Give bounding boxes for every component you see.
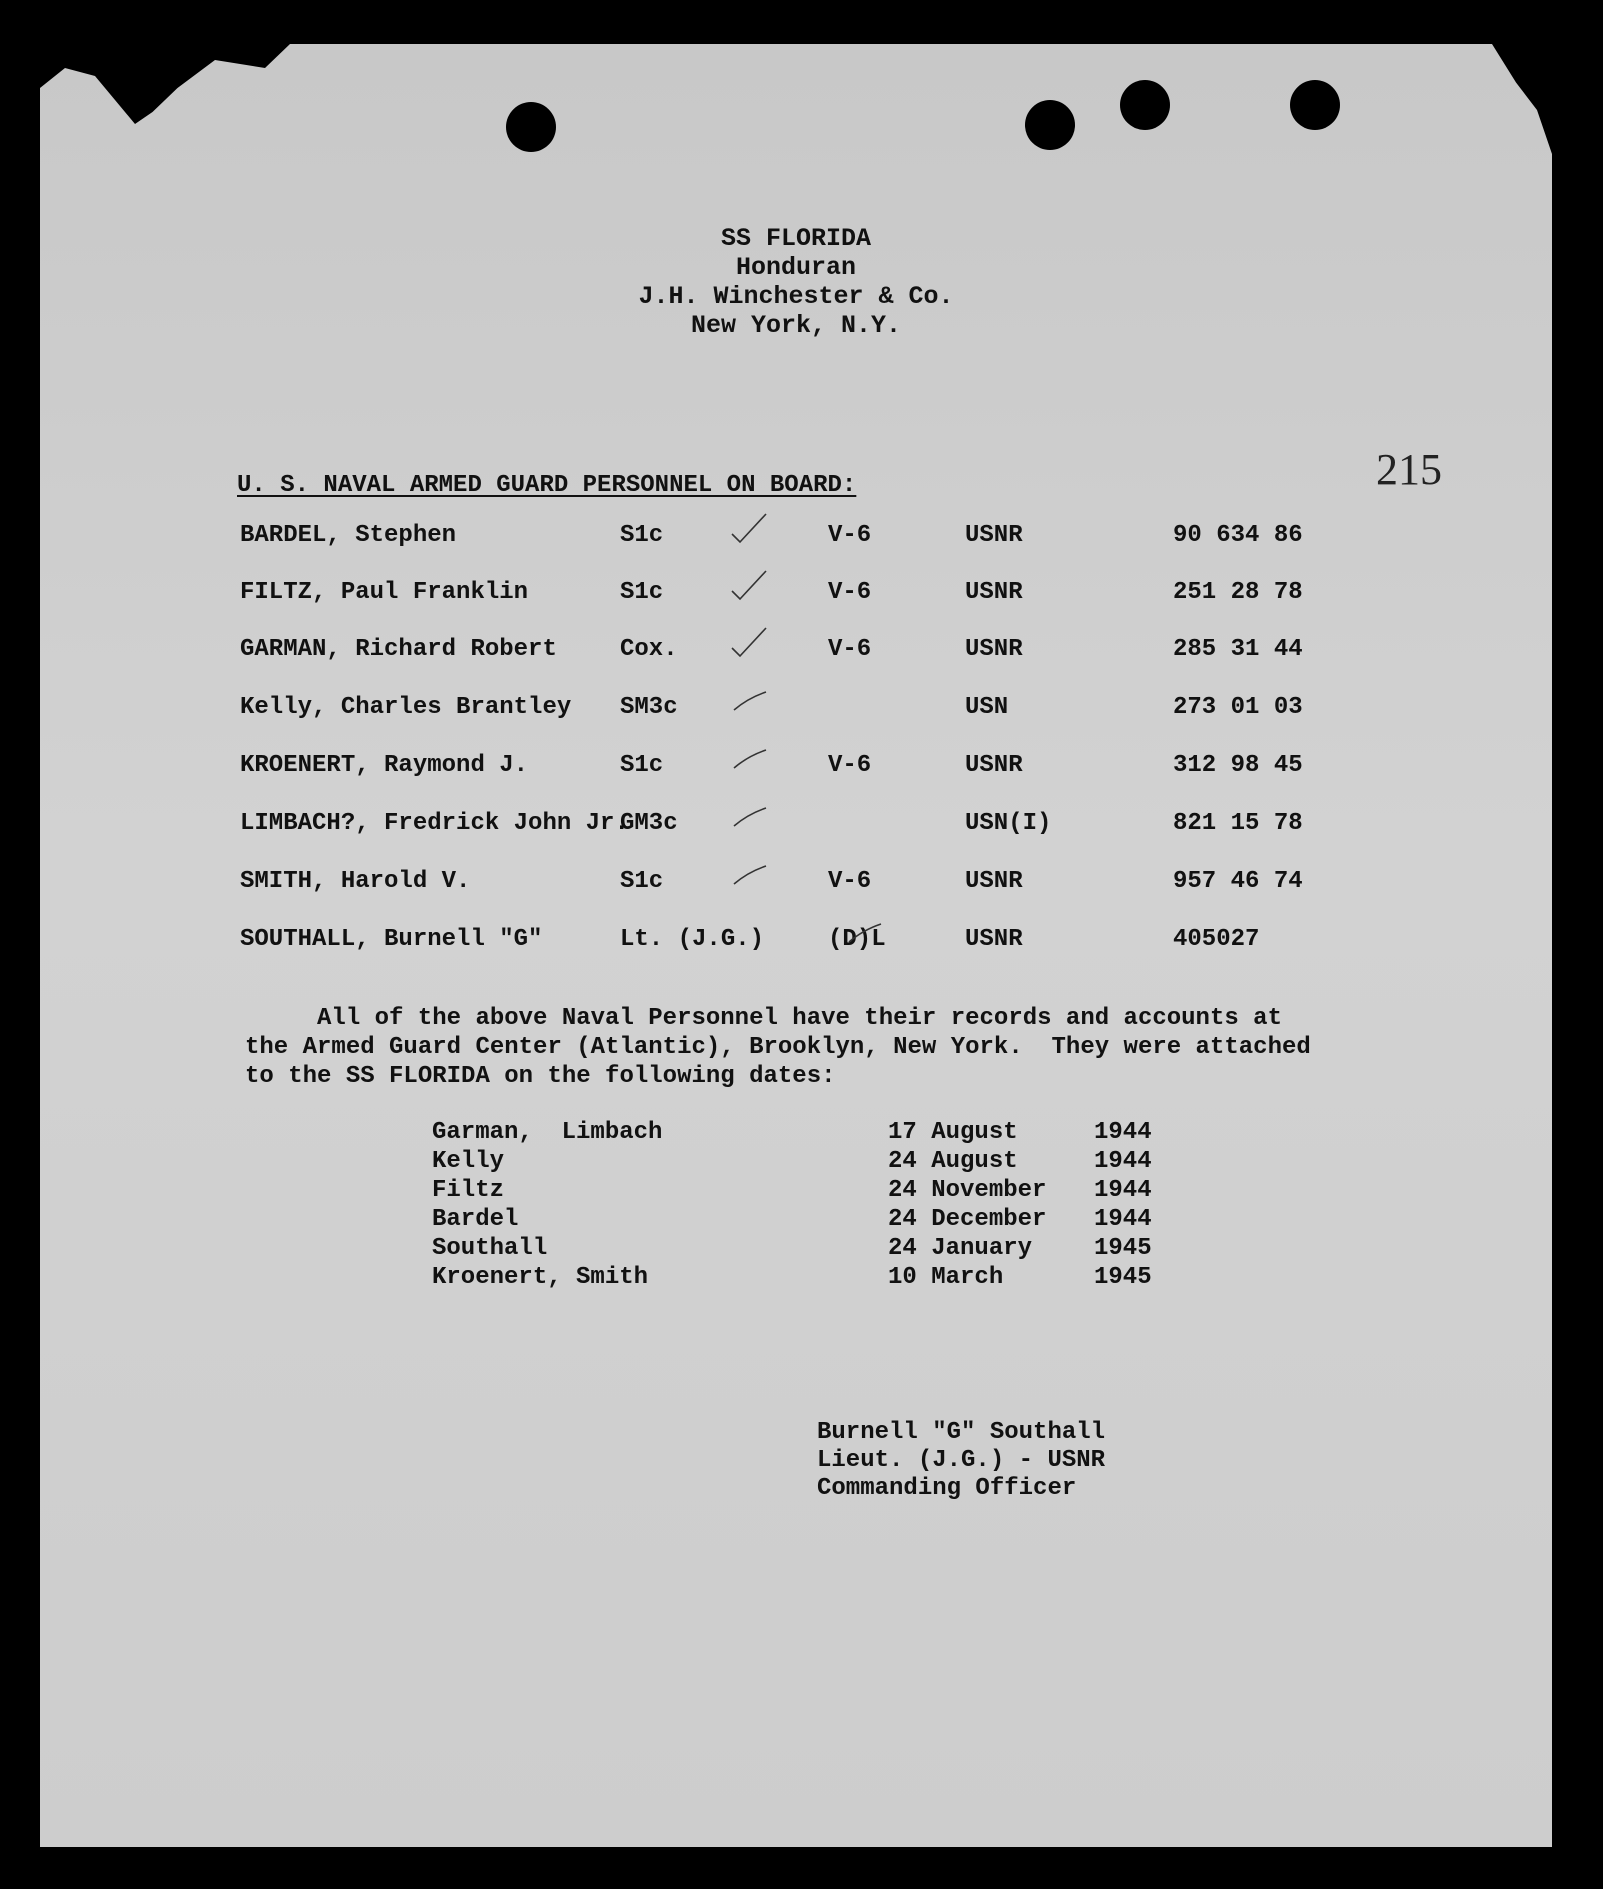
attached-names: Southall <box>432 1235 548 1262</box>
punch-hole <box>506 102 556 152</box>
header-line: Honduran <box>735 253 857 282</box>
attached-year: 1944 <box>1094 1206 1152 1233</box>
signatory-rank: Lieut. (J.G.) - USNR <box>817 1447 1106 1474</box>
person-branch: USNR <box>965 752 1023 779</box>
list-item <box>40 1206 1552 1235</box>
person-rate: SM3c <box>620 694 678 721</box>
person-name: Kelly, Charles Brantley <box>240 694 572 721</box>
list-item <box>40 1148 1552 1177</box>
person-rate: Lt. (J.G.) <box>620 926 765 953</box>
person-class: V-6 <box>828 752 872 779</box>
person-name: GARMAN, Richard Robert <box>240 636 557 663</box>
person-service-number: 90 634 86 <box>1173 522 1303 549</box>
attached-names: Bardel <box>432 1206 519 1233</box>
letterhead <box>40 224 1552 340</box>
attached-date: 10 March <box>888 1264 1004 1291</box>
person-class: V-6 <box>828 522 872 549</box>
person-name: SMITH, Harold V. <box>240 868 471 895</box>
attached-year: 1945 <box>1094 1264 1152 1291</box>
attached-date: 24 August <box>888 1148 1018 1175</box>
attached-names: Kelly <box>432 1148 505 1175</box>
table-row <box>40 694 1552 734</box>
person-service-number: 312 98 45 <box>1173 752 1303 779</box>
header-line: SS FLORIDA <box>720 224 872 253</box>
header-line: J.H. Winchester & Co. <box>638 282 954 311</box>
check-mark-icon <box>730 512 770 546</box>
page-number: 215 <box>1376 445 1442 494</box>
list-item <box>40 1264 1552 1293</box>
person-name: SOUTHALL, Burnell "G" <box>240 926 543 953</box>
person-service-number: 405027 <box>1173 926 1260 953</box>
person-rate: Cox. <box>620 636 678 663</box>
header-line: New York, N.Y. <box>690 311 902 340</box>
table-row <box>40 579 1552 619</box>
punch-hole <box>1025 100 1075 150</box>
person-class: V-6 <box>828 636 872 663</box>
check-mark-icon <box>730 626 770 660</box>
attached-date: 24 December <box>888 1206 1047 1233</box>
punch-hole <box>1120 80 1170 130</box>
attached-names: Kroenert, Smith <box>432 1264 649 1291</box>
person-service-number: 821 15 78 <box>1173 810 1303 837</box>
table-row <box>40 810 1552 850</box>
attached-date: 24 November <box>888 1177 1047 1204</box>
table-row <box>40 752 1552 792</box>
person-name: FILTZ, Paul Franklin <box>240 579 529 606</box>
torn-edge-right <box>1492 44 1552 154</box>
person-service-number: 251 28 78 <box>1173 579 1303 606</box>
person-rate: S1c <box>620 868 664 895</box>
torn-edge-left <box>40 44 290 124</box>
person-branch: USNR <box>965 868 1023 895</box>
signature-block <box>817 1419 1105 1503</box>
paragraph-line: All of the above Naval Personnel have their records and accounts at <box>245 1005 1282 1032</box>
table-row <box>40 522 1552 562</box>
section-title: U. S. NAVAL ARMED GUARD PERSONNEL ON BOARD: <box>237 472 857 499</box>
table-row <box>40 636 1552 676</box>
signatory-title: Commanding Officer <box>817 1475 1077 1502</box>
paragraph-line: the Armed Guard Center (Atlantic), Brooklyn, New York. They were attached <box>245 1034 1311 1061</box>
list-item <box>40 1177 1552 1206</box>
attached-year: 1945 <box>1094 1235 1152 1262</box>
attached-date: 17 August <box>888 1119 1018 1146</box>
attached-names: Filtz <box>432 1177 505 1204</box>
person-rate: S1c <box>620 752 664 779</box>
check-mark-icon <box>730 800 770 834</box>
person-rate: S1c <box>620 579 664 606</box>
person-service-number: 273 01 03 <box>1173 694 1303 721</box>
document-page <box>40 44 1552 1847</box>
table-row <box>40 868 1552 908</box>
check-mark-icon <box>730 684 770 718</box>
list-item <box>40 1119 1552 1148</box>
signatory-name: Burnell "G" Southall <box>817 1419 1106 1446</box>
person-name: KROENERT, Raymond J. <box>240 752 529 779</box>
person-branch: USNR <box>965 926 1023 953</box>
table-row <box>40 926 1552 966</box>
person-name: BARDEL, Stephen <box>240 522 457 549</box>
attached-date: 24 January <box>888 1235 1033 1262</box>
person-class: V-6 <box>828 579 872 606</box>
check-mark-icon <box>730 858 770 892</box>
person-branch: USN(I) <box>965 810 1052 837</box>
person-branch: USNR <box>965 522 1023 549</box>
paragraph-line: to the SS FLORIDA on the following dates: <box>245 1063 836 1090</box>
attached-names: Garman, Limbach <box>432 1119 663 1146</box>
person-rate: S1c <box>620 522 664 549</box>
person-name: LIMBACH?, Fredrick John Jr. <box>240 810 629 837</box>
attached-year: 1944 <box>1094 1119 1152 1146</box>
punch-hole <box>1290 80 1340 130</box>
list-item <box>40 1235 1552 1264</box>
attached-year: 1944 <box>1094 1177 1152 1204</box>
person-rate: GM3c <box>620 810 678 837</box>
attached-year: 1944 <box>1094 1148 1152 1175</box>
body-paragraph <box>245 1004 1405 1091</box>
person-service-number: 285 31 44 <box>1173 636 1303 663</box>
check-mark-icon <box>730 742 770 776</box>
person-service-number: 957 46 74 <box>1173 868 1303 895</box>
check-mark-icon <box>845 916 885 950</box>
person-class: V-6 <box>828 868 872 895</box>
person-branch: USNR <box>965 636 1023 663</box>
check-mark-icon <box>730 569 770 603</box>
person-class: (D)L <box>828 926 886 953</box>
person-branch: USN <box>965 694 1009 721</box>
person-branch: USNR <box>965 579 1023 606</box>
